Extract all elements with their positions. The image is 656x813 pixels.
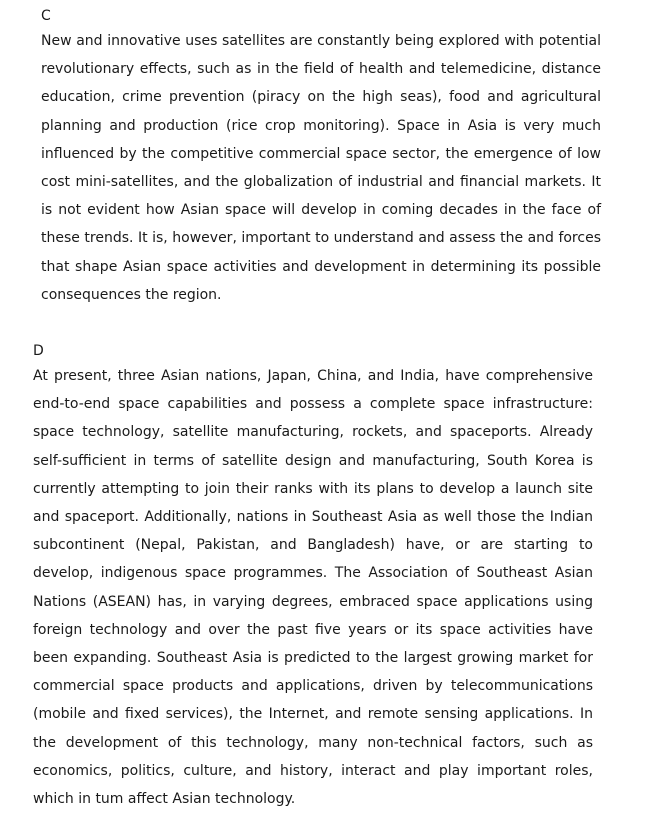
- section-paragraph: At present, three Asian nations, Japan, China, and India, have comprehensive end-to-end space capabilities and possess a complete space infrastructure: space technology, satellite manufacturing, rockets, and spaceports. Already self-sufficient in terms of satellite design and manufacturing, South Korea is currently attempting to join their ranks with its plans to develop a launch site and spaceport. Additionally, nations in Southeast Asia as well those the Indian subcontinent (Nepal, Pakistan, and Bangladesh) have, or are starting to develop, indigenous space programmes. The Association of Southeast Asian Nations (ASEAN) has, in varying degrees, embraced space applications using foreign technology and over the past five years or its space activities have been expanding. Southeast Asia is predicted to the largest growing market for commercial space products and applications, driven by telecommunications (mobile and fixed services), the Internet, and remote sensing applications. In the development of this technology, many non-technical factors, such as economics, politics, culture, and history, interact and play important roles, which in tum affect Asian technology.: [33, 368, 593, 808]
- section-paragraph: New and innovative uses satellites are constantly being explored with potential revolutionary effects, such as in the field of health and telemedicine, distance education, crime prevention (piracy on the high seas), food and agricultural planning and production (rice crop monitoring). Space in Asia is very much influenced by the competitive commercial space sector, the emergence of low cost mini-satellites, and the globalization of industrial and financial markets. It is not evident how Asian space will develop in coming decades in the face of these trends. It is, however, important to understand and assess the and forces that shape Asian space activities and development in determining its possible consequences the region.: [41, 33, 601, 303]
- section-d: [33, 340, 593, 813]
- section-c: [41, 5, 601, 309]
- section-letter: C: [41, 8, 51, 24]
- section-letter: D: [33, 343, 44, 359]
